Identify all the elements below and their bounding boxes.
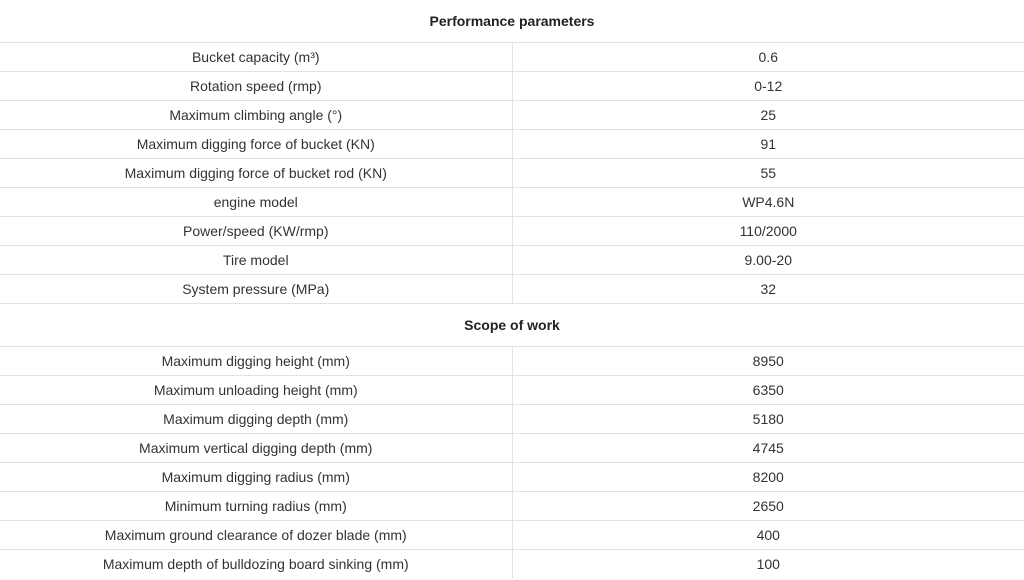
param-label: Bucket capacity (m³) [0, 43, 512, 72]
table-row [0, 72, 1024, 101]
table-row [0, 246, 1024, 275]
param-value: 110/2000 [512, 217, 1024, 246]
table-row [0, 130, 1024, 159]
table-row [0, 376, 1024, 405]
section-title: Performance parameters [0, 0, 1024, 43]
table-row [0, 434, 1024, 463]
param-value: 4745 [512, 434, 1024, 463]
param-label: Maximum ground clearance of dozer blade (mm) [0, 521, 512, 550]
param-value: 55 [512, 159, 1024, 188]
param-label: Rotation speed (rmp) [0, 72, 512, 101]
param-value: 6350 [512, 376, 1024, 405]
param-label: Maximum digging height (mm) [0, 347, 512, 376]
param-label: Tire model [0, 246, 512, 275]
table-row [0, 550, 1024, 579]
param-label: Maximum digging depth (mm) [0, 405, 512, 434]
param-label: System pressure (MPa) [0, 275, 512, 304]
param-label: Maximum unloading height (mm) [0, 376, 512, 405]
param-value: 9.00-20 [512, 246, 1024, 275]
table-row [0, 347, 1024, 376]
table-row [0, 492, 1024, 521]
param-value: 32 [512, 275, 1024, 304]
param-value: 8200 [512, 463, 1024, 492]
param-label: engine model [0, 188, 512, 217]
param-value: 91 [512, 130, 1024, 159]
table-row [0, 521, 1024, 550]
table-row [0, 275, 1024, 304]
table-row [0, 217, 1024, 246]
param-label: Maximum climbing angle (°) [0, 101, 512, 130]
param-value: 8950 [512, 347, 1024, 376]
param-label: Maximum digging force of bucket rod (KN) [0, 159, 512, 188]
param-label: Minimum turning radius (mm) [0, 492, 512, 521]
section-header-performance [0, 0, 1024, 43]
param-value: WP4.6N [512, 188, 1024, 217]
param-value: 0-12 [512, 72, 1024, 101]
section-title: Scope of work [0, 304, 1024, 347]
table-row [0, 188, 1024, 217]
param-value: 25 [512, 101, 1024, 130]
param-label: Power/speed (KW/rmp) [0, 217, 512, 246]
table-row [0, 159, 1024, 188]
table-row [0, 101, 1024, 130]
param-value: 400 [512, 521, 1024, 550]
param-value: 0.6 [512, 43, 1024, 72]
table-row [0, 43, 1024, 72]
table-row [0, 463, 1024, 492]
param-label: Maximum digging radius (mm) [0, 463, 512, 492]
table-row [0, 405, 1024, 434]
param-label: Maximum vertical digging depth (mm) [0, 434, 512, 463]
param-value: 100 [756, 556, 780, 572]
param-value: 5180 [512, 405, 1024, 434]
param-label: Maximum depth of bulldozing board sinking (mm) [0, 550, 512, 579]
param-value: 2650 [512, 492, 1024, 521]
section-header-scope [0, 304, 1024, 347]
param-label: Maximum digging force of bucket (KN) [0, 130, 512, 159]
